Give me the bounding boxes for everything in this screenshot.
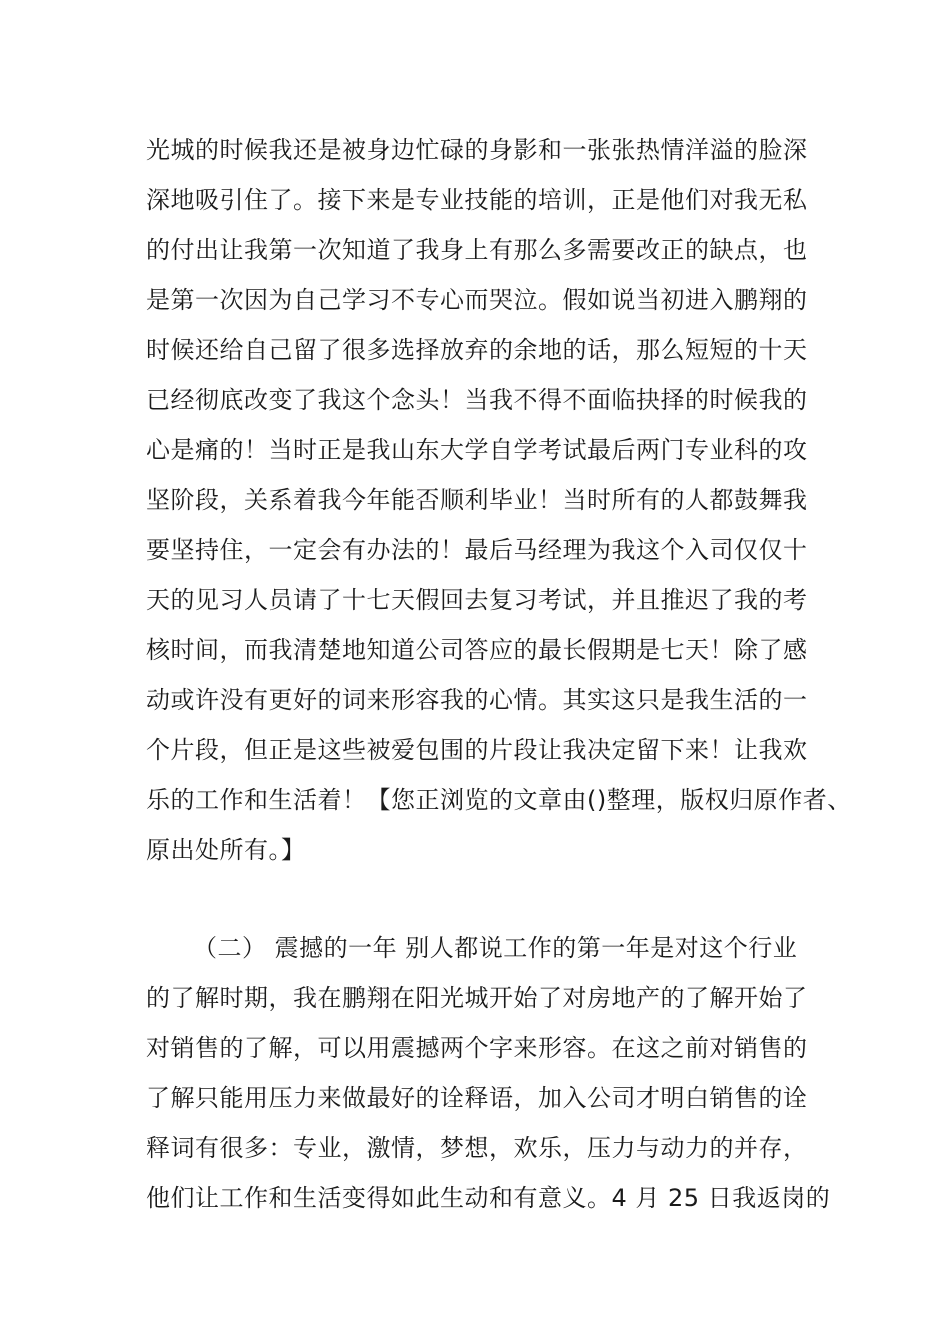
text-line: 释词有很多：专业，激情，梦想，欢乐，压力与动力的并存，	[146, 1134, 808, 1162]
text-line: 个片段，但正是这些被爱包围的片段让我决定留下来！让我欢	[146, 736, 808, 764]
text-line: 动或许没有更好的词来形容我的心情。其实这只是我生活的一	[146, 686, 808, 714]
text-line: 时候还给自己留了很多选择放弃的余地的话，那么短短的十天	[146, 336, 808, 364]
text-line: 原出处所有。】	[146, 836, 306, 864]
text-line: 要坚持住，一定会有办法的！最后马经理为我这个入司仅仅十	[146, 536, 808, 564]
text-line: 心是痛的！当时正是我山东大学自学考试最后两门专业科的攻	[146, 436, 808, 464]
text-line: 坚阶段，关系着我今年能否顺利毕业！当时所有的人都鼓舞我	[146, 486, 808, 514]
text-line: 天的见习人员请了十七天假回去复习考试，并且推迟了我的考	[146, 586, 808, 614]
text-line: 了解只能用压力来做最好的诠释语，加入公司才明白销售的诠	[146, 1084, 808, 1112]
text-line: 已经彻底改变了我这个念头！当我不得不面临抉择的时候我的	[146, 386, 808, 414]
text-line: 他们让工作和生活变得如此生动和有意义。4 月 25 日我返岗的	[146, 1184, 831, 1212]
text-line: 深地吸引住了。接下来是专业技能的培训，正是他们对我无私	[146, 186, 808, 214]
text-line: 核时间，而我清楚地知道公司答应的最长假期是七天！除了感	[146, 636, 808, 664]
text-line: 的付出让我第一次知道了我身上有那么多需要改正的缺点，也	[146, 236, 808, 264]
text-line: 对销售的了解，可以用震撼两个字来形容。在这之前对销售的	[146, 1034, 808, 1062]
text-line: 乐的工作和生活着！【您正浏览的文章由()整理，版权归原作者、	[146, 786, 852, 814]
text-line: 的了解时期，我在鹏翔在阳光城开始了对房地产的了解开始了	[146, 984, 808, 1012]
text-line: 是第一次因为自己学习不专心而哭泣。假如说当初进入鹏翔的	[146, 286, 808, 314]
text-line: （二） 震撼的一年 别人都说工作的第一年是对这个行业	[193, 934, 798, 962]
text-line: 光城的时候我还是被身边忙碌的身影和一张张热情洋溢的脸深	[146, 136, 808, 164]
